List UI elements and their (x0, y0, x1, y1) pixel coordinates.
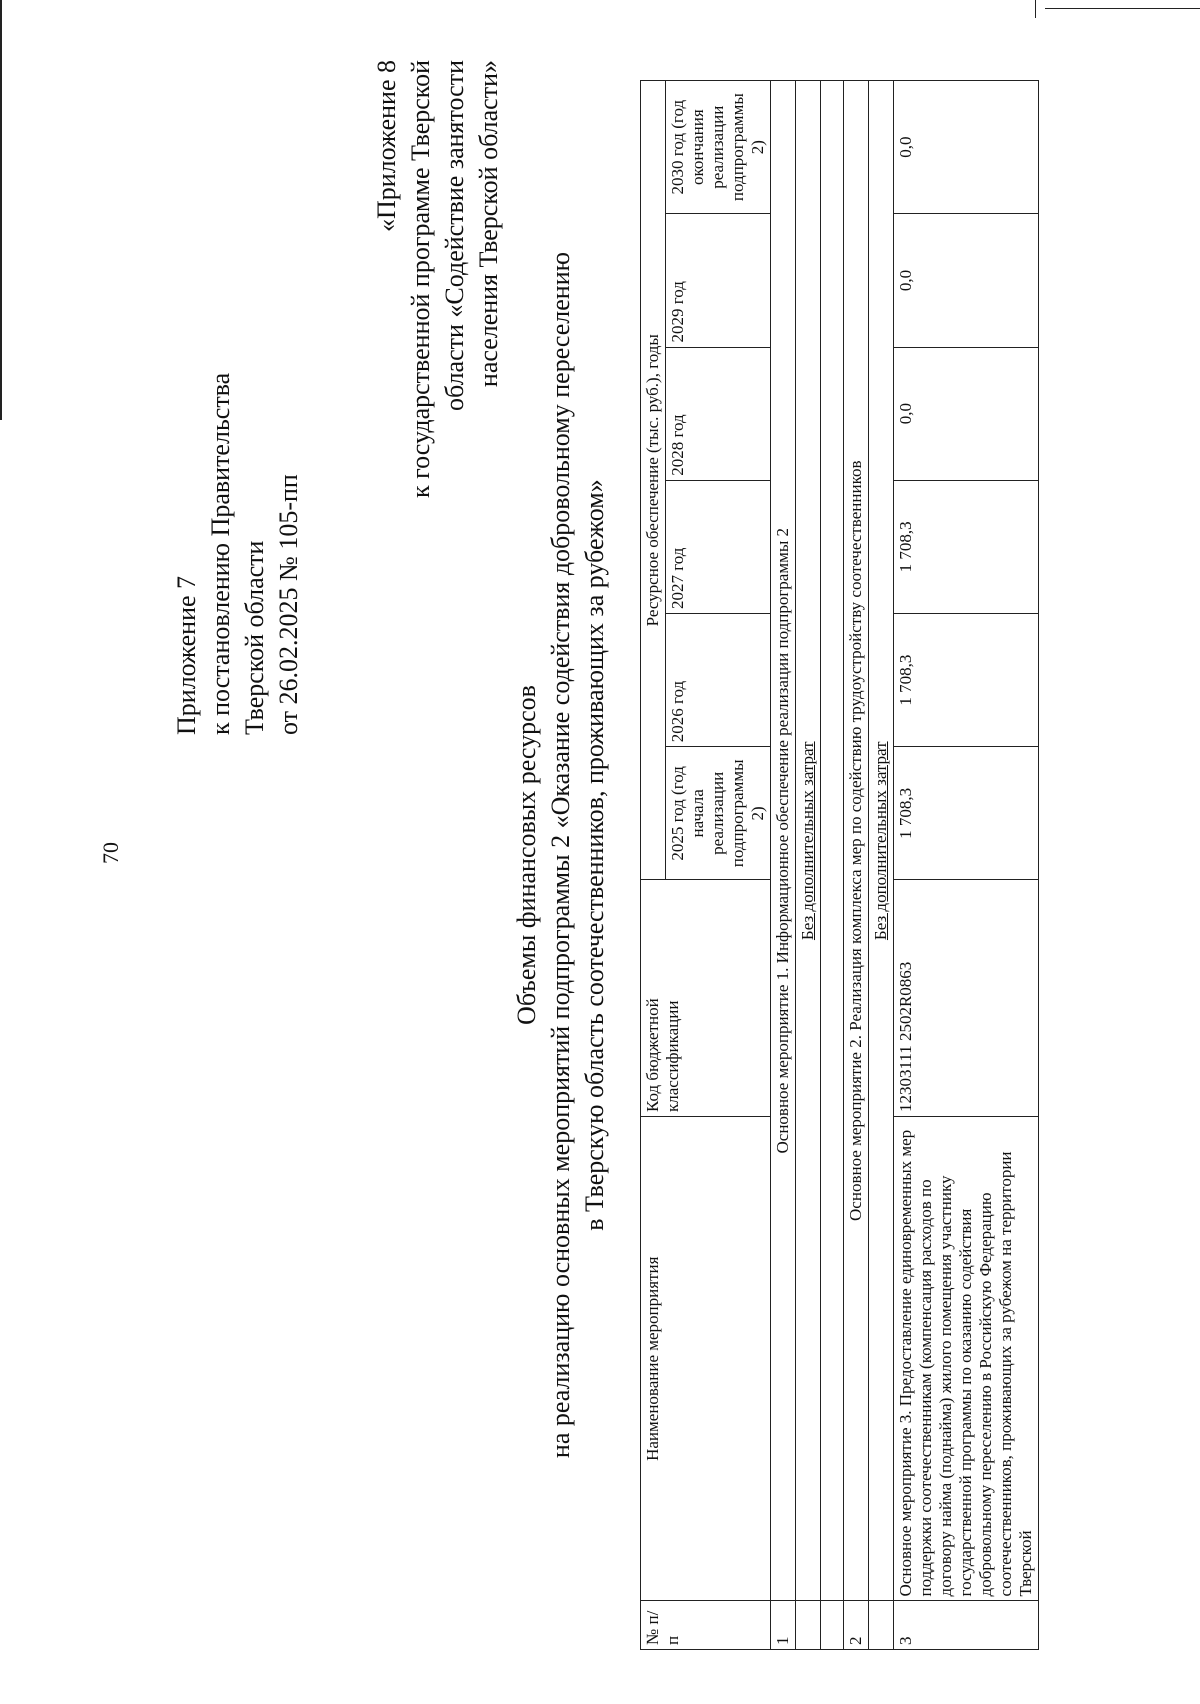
appendix-8-line3: области «Содействие занятости (440, 60, 469, 411)
title-line3: в Тверскую область соотечественников, проживающих за рубежом» (580, 479, 609, 1231)
appendix-8-line2: к государственной программе Тверской (406, 60, 435, 499)
row3-value-2026: 1 708,3 (894, 614, 1039, 747)
table-header-row-1 (641, 81, 666, 1650)
appendix-8-line1: «Приложение 8 (372, 60, 401, 233)
row2-no: 2 (844, 1601, 869, 1650)
header-year-2025: 2025 год (год начала реализации подпрограммы 2) (666, 747, 771, 880)
header-name: Наименование мероприятия (641, 1117, 771, 1601)
appendix-8-line4: населения Тверской области» (474, 60, 503, 388)
appendix-7-line4: от 26.02.2025 № 105-пп (274, 474, 303, 735)
page-number: 70 (98, 842, 123, 864)
appendix-7-line1: Приложение 7 (172, 575, 201, 735)
header-no: № п/п (641, 1601, 771, 1650)
scan-edge-line-top (1035, 0, 1036, 18)
row3-code: 12303111 2502R0863 (894, 880, 1039, 1117)
row3-value-2025: 1 708,3 (894, 747, 1039, 880)
row3-name: Основное мероприятие 3. Предоставление единовременных мер поддержки соотечественникам (компенсация расходов по договору найма (поднайма) жилого помещения участнику государственной программы по оказанию содействия добровольному переселению в Российскую Федерацию соотечественников, проживающих за рубежом на территории Тверской (894, 1117, 1039, 1601)
appendix-7-header (170, 373, 306, 735)
row2-note: Без дополнительных затрат (869, 81, 894, 1601)
header-year-2030: 2030 год (год окончания реализации подпрограммы 2) (666, 81, 771, 214)
table-row-3 (894, 81, 1039, 1650)
financing-table (640, 80, 1039, 1650)
row3-value-2027: 1 708,3 (894, 480, 1039, 613)
scan-edge-line-left (0, 0, 2, 420)
title-line2: на реализацию основных мероприятий подпрограммы 2 «Оказание содействия добровольному переселению (546, 251, 575, 1459)
scan-edge-line-right (1045, 8, 1200, 9)
row3-no: 3 (894, 1601, 1039, 1650)
row2-title: Основное мероприятие 2. Реализация комплекса мер по содействию трудоустройству соотечественников (844, 81, 869, 1601)
table-row-2-note (869, 81, 894, 1650)
header-year-2028: 2028 год (666, 347, 771, 480)
header-resources: Ресурсное обеспечение (тыс. руб.), годы (641, 81, 666, 880)
row1-title: Основное мероприятие 1. Информационное обеспечение реализации подпрограммы 2 (771, 81, 796, 1601)
table-row-1-spacer (821, 81, 844, 1650)
table-row-2-title (844, 81, 869, 1650)
row3-value-2030: 0,0 (894, 81, 1039, 214)
row3-value-2028: 0,0 (894, 347, 1039, 480)
appendix-7-line2: к постановлению Правительства (206, 372, 235, 735)
table-row-1-title (771, 81, 796, 1650)
title-line1: Объемы финансовых ресурсов (512, 685, 541, 1025)
header-code: Код бюджетной классификации (641, 880, 771, 1117)
header-year-2026: 2026 год (666, 614, 771, 747)
appendix-8-header (370, 60, 506, 760)
rotated-document (40, 45, 1160, 1665)
document-title (510, 45, 612, 1665)
row3-value-2029: 0,0 (894, 214, 1039, 347)
row1-note: Без дополнительных затрат (796, 81, 821, 1601)
header-year-2029: 2029 год (666, 214, 771, 347)
table-row-1-note (796, 81, 821, 1650)
appendix-7-line3: Тверской области (240, 540, 269, 735)
row1-no: 1 (771, 1601, 796, 1650)
header-year-2027: 2027 год (666, 480, 771, 613)
